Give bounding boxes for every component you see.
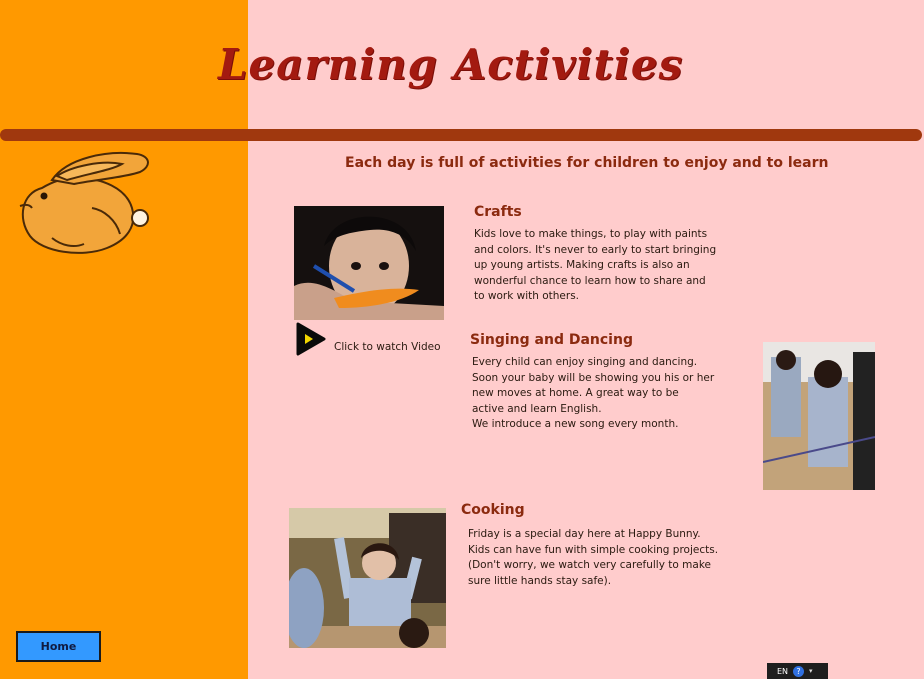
singing-heading: Singing and Dancing: [470, 332, 633, 348]
header-divider-bar: [0, 129, 922, 141]
crafts-heading: Crafts: [474, 204, 522, 220]
tagline: Each day is full of activities for children to enjoy and to learn: [345, 155, 829, 171]
cooking-text: Friday is a special day here at Happy Bunny. Kids can have fun with simple cooking projects. (Don't worry, we watch very carefully to make sure little hands stay safe).: [468, 528, 719, 587]
help-icon[interactable]: ?: [793, 666, 804, 677]
home-button[interactable]: Home: [16, 631, 101, 662]
play-icon[interactable]: [296, 322, 326, 356]
language-bar[interactable]: [767, 663, 828, 679]
singing-photo: [763, 342, 875, 490]
watch-video-link[interactable]: Click to watch Video: [334, 341, 441, 353]
cooking-photo: [289, 508, 446, 648]
chevron-down-icon[interactable]: ▾: [809, 667, 813, 675]
page-title: Learning Activities: [218, 40, 684, 89]
bunny-logo-icon: [12, 148, 154, 260]
singing-text: Every child can enjoy singing and dancing. Soon your baby will be showing you his or her new moves at home. A great way to be active and learn English. We introduce a new song every month.: [472, 356, 715, 430]
sidebar: [0, 0, 248, 679]
cooking-heading: Cooking: [461, 502, 525, 518]
crafts-photo: [294, 206, 444, 320]
language-code[interactable]: EN: [777, 666, 789, 676]
crafts-text: Kids love to make things, to play with paints and colors. It's never to early to start bringing up young artists. Making crafts is also an wonderful chance to learn how to share and to work with others.: [474, 228, 717, 302]
